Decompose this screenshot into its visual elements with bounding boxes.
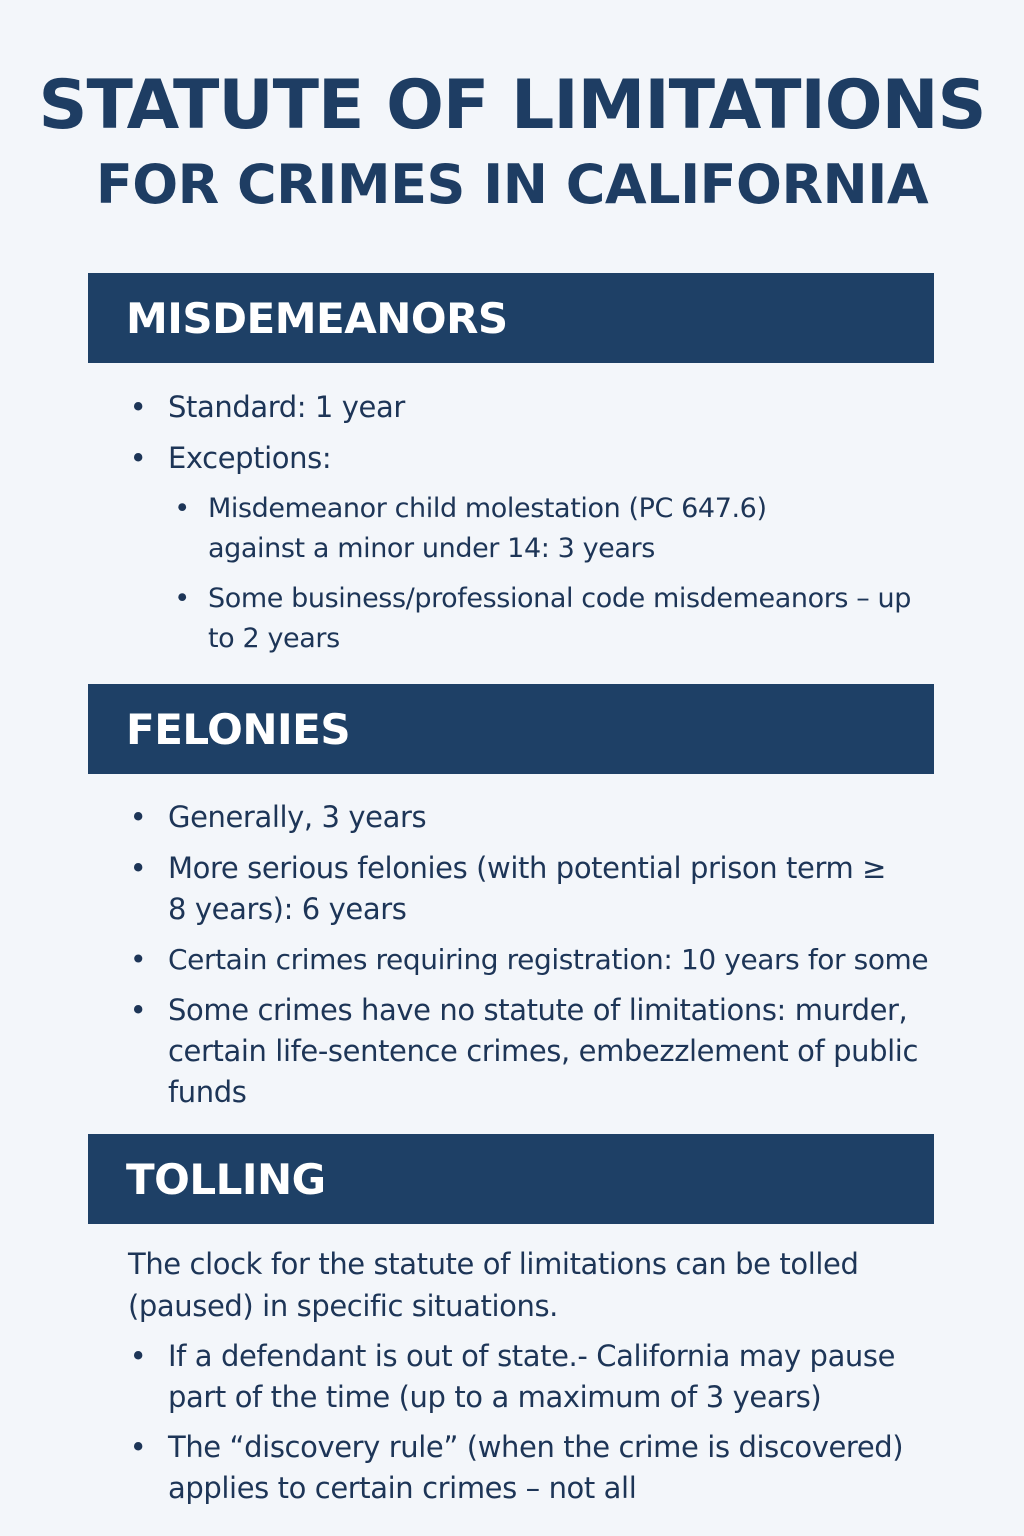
list-item [129, 990, 928, 1113]
list-item-text: More serious felonies (with potential prison term ≥ 8 years): 6 years [168, 851, 887, 926]
list-item [129, 438, 908, 479]
list-item-text: Some crimes have no statute of limitations: murder, certain life-sentence crimes, embezzlement of public funds [168, 993, 918, 1109]
sub-list-item [174, 579, 928, 659]
sub-list-item-text: Misdemeanor child molestation (PC 647.6) against a minor under 14: 3 years [208, 493, 767, 564]
bullet-icon: • [174, 493, 190, 524]
tolling-intro: The clock for the statute of limitations can be tolled (paused) in specific situations. [128, 1247, 859, 1323]
list-item [129, 797, 928, 838]
section-header-felonies [88, 684, 934, 774]
list-item [129, 1336, 928, 1418]
section-title-tolling: TOLLING [126, 1154, 326, 1204]
bullet-icon: • [129, 1339, 147, 1373]
bullet-icon: • [174, 583, 190, 614]
bullet-icon: • [129, 1430, 147, 1464]
list-item-text: The “discovery rule” (when the crime is discovered) applies to certain crimes – not all [168, 1430, 904, 1505]
list-item-text: Exceptions: [168, 441, 332, 475]
bullet-icon: • [129, 851, 147, 885]
list-item [129, 387, 908, 428]
section-title-misdemeanors: MISDEMEANORS [126, 293, 508, 343]
list-item-text: Certain crimes requiring registration: 10 years for some [168, 943, 929, 976]
page-subtitle: FOR CRIMES IN CALIFORNIA [95, 153, 929, 216]
section-header-tolling [88, 1134, 934, 1224]
list-item-text: If a defendant is out of state.- California may pause part of the time (up to a maximum of 3 years) [168, 1339, 896, 1414]
section-header-misdemeanors [88, 273, 934, 363]
bullet-icon: • [129, 390, 147, 424]
bullet-icon: • [129, 800, 147, 834]
list-item-text: Standard: 1 year [168, 390, 405, 424]
list-item-text: Generally, 3 years [168, 800, 427, 834]
bullet-icon: • [129, 943, 147, 976]
sub-list-item [174, 489, 818, 569]
list-item [129, 1427, 908, 1509]
bullet-icon: • [129, 993, 147, 1027]
section-title-felonies: FELONIES [126, 704, 351, 754]
list-item [129, 848, 888, 930]
page-title: STATUTE OF LIMITATIONS [38, 66, 986, 145]
bullet-icon: • [129, 441, 147, 475]
sub-list-item-text: Some business/professional code misdemeanors – up to 2 years [208, 583, 911, 654]
list-item [129, 939, 968, 980]
